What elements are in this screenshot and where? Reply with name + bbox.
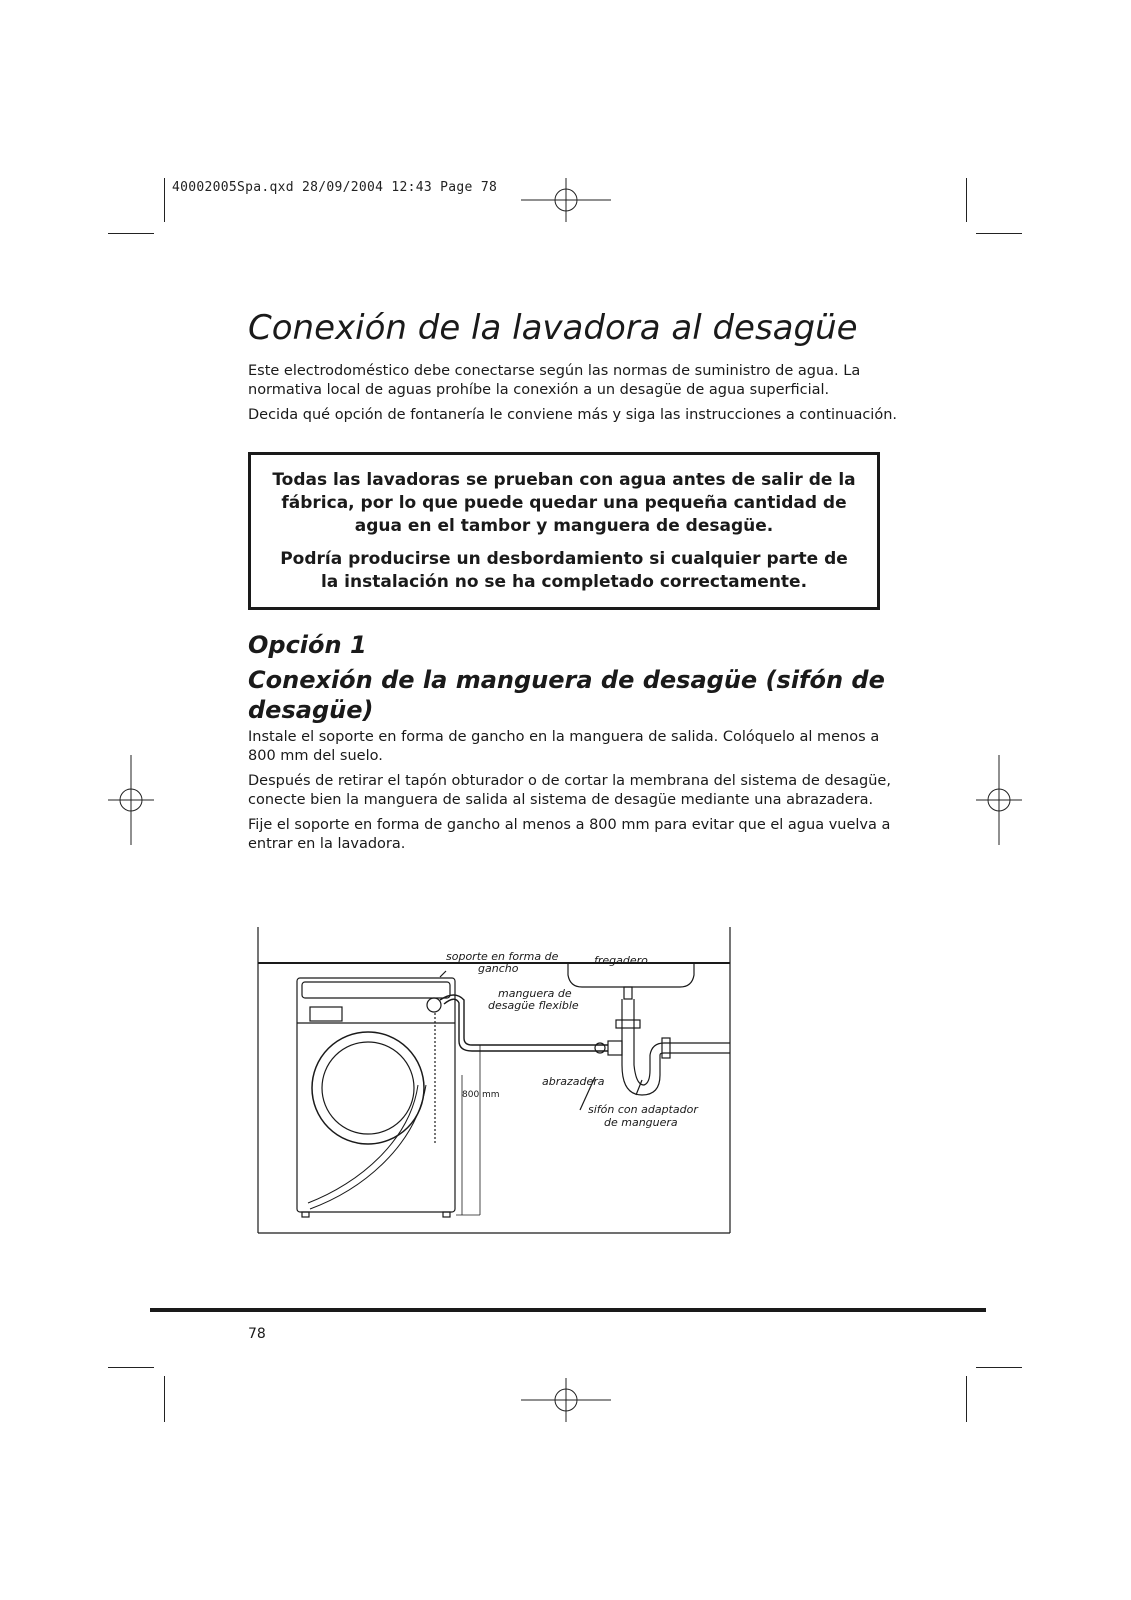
option-heading: Opción 1 (248, 631, 367, 659)
warning-box (248, 452, 880, 610)
label-sifon: sifón con adaptador (588, 1103, 698, 1116)
label-abrazadera: abrazadera (542, 1075, 605, 1088)
label-soporte: soporte en forma de (446, 950, 559, 963)
warning-text: Podría producirse un desbordamiento si cualquier parte de la instalación no se ha completado correctamente. (280, 549, 848, 592)
option-paragraph: Fije el soporte en forma de gancho al menos a 800 mm para evitar que el agua vuelva a entrar en la lavadora. (248, 817, 891, 852)
warning-text: Todas las lavadoras se prueban con agua antes de salir de la fábrica, por lo que puede quedar una pequeña cantidad de agua en el tambor y manguera de desagüe. (272, 470, 856, 536)
footer-rule (150, 1308, 986, 1312)
print-slug: 40002005Spa.qxd 28/09/2004 12:43 Page 78 (172, 180, 498, 195)
page-title: Conexión de la lavadora al desagüe (248, 308, 858, 348)
label-manguera: desagüe flexible (488, 999, 579, 1012)
label-manguera: manguera de (498, 987, 572, 1000)
option-subheading: Conexión de la manguera de desagüe (sifón de desagüe) (248, 666, 885, 724)
intro-paragraph: Este electrodoméstico debe conectarse según las normas de suministro de agua. La normativa local de aguas prohíbe la conexión a un desagüe de agua superficial. (248, 363, 861, 398)
label-soporte: gancho (478, 962, 519, 975)
label-altura: 800 mm (462, 1090, 500, 1100)
option-paragraph: Instale el soporte en forma de gancho en la manguera de salida. Colóquelo al menos a 800 mm del suelo. (248, 729, 880, 764)
option-paragraph: Después de retirar el tapón obturador o de cortar la membrana del sistema de desagüe, conecte bien la manguera de salida al sistema de desagüe mediante una abrazadera. (248, 773, 891, 808)
label-fregadero: fregadero (594, 954, 648, 967)
drain-diagram (250, 925, 736, 1237)
page-number: 78 (248, 1326, 266, 1342)
intro-paragraph: Decida qué opción de fontanería le conviene más y siga las instrucciones a continuación. (248, 407, 897, 423)
label-sifon: de manguera (604, 1116, 678, 1129)
